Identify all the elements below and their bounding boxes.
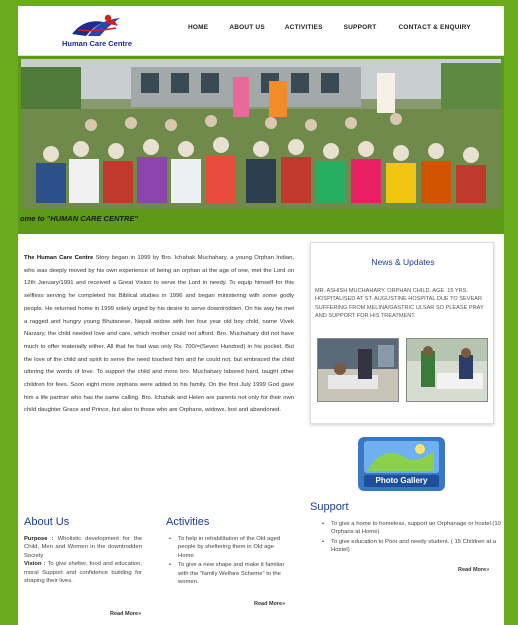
intro-story [24,252,294,417]
about-purpose-label: Purpose : [24,536,54,542]
about-vision-text: To give shelter, food and education, moral Support and confidence building for shaping their lives. [24,561,142,585]
list-item: • To give a home to homeless, support an Orphanage or hostel.(10 Orphans at Home) [321,520,501,537]
welcome-marquee: ome to "HUMAN CARE CENTRE" [20,214,138,223]
about-read-more[interactable]: Read More» [110,611,142,617]
nav-about-us[interactable]: ABOUT US [229,24,265,31]
about-title: About Us [24,516,70,528]
activities-read-more[interactable]: Read More» [254,601,286,607]
support-list [321,520,501,556]
about-purpose-text: Wholistic development for the Child, Men and Women in the downtrodden Society [24,536,143,559]
activities-title: Activities [166,516,210,528]
about-text [24,535,142,585]
intro-lead: The Human Care Centre [24,255,94,261]
news-text: MR. ASHISH MUCHAHARY. ORPHAN CHILD. AGE. 15 YRS. HOSPITALISED AT ST. AUGUSTINE HOSPITAL DUE TO SEVEAR SUFFERING FROM MELINA/GASTRIC ULSAR SO PLEASE PRAY AND SUPPORT FOR HIS TREATMENT. [315,288,484,319]
group-photo-image [21,59,501,209]
list-item: • To give education to Poor and needy student. ( 15 Children at a Hostel) [321,538,501,555]
list-item: • To help in rehabilitation of the Old aged people by sheltering them in Old age Home. [168,535,292,560]
logo-text: Human Care Centre [61,39,133,48]
news-title: News & Updates [371,257,435,267]
nav-home[interactable]: HOME [188,24,209,31]
logo-figures-icon [64,12,134,40]
main-nav [188,24,471,31]
page [18,6,504,625]
support-title: Support [310,501,349,513]
intro-body: Story began in 1999 by Bro. Ichahak Muchahary, a young Orphan Indian, who was deeply moved by his own experience of being an orphan at the age of one, met the Lord on 12th January/1991 and received a Great Vision to serve the Lord in needy. To equip himself for this selfless serving he completed his Biblical studies in 1996 and began ministering with some godly people. He returned home in 1999 solely urged by his desire to serve downtrodden. On his way he met a ragged and hungry young Bhutanese, Nepali widow with her four year old boy child, name Vivek Narzary, the child needed love and care, which mother could not afford. Bro. Muchahary did not have much to offer materially either. All that he had was only Rs. 700/=(Seven Hundred) in his pocket. But the love of the child and spirit to serve the need touched him and he could not, but embraced the child uttering the words of love. To support the child and more bro. Muchahary labored hard, taught other children for fees. Soon eight more orphans were added to his family. On the first July 1999 God gave him a life partner who has the same calling. Bro. Ichahak and Helen are parents not only for their own child daughter Grace and Prince, but also to those who are Orphans, widows, lost and abandoned. [24,255,294,414]
support-read-more[interactable]: Read More» [458,567,490,573]
header [18,6,504,56]
nav-contact-enquiry[interactable]: CONTACT & ENQUIRY [398,24,471,31]
photo-gallery-button[interactable] [354,435,449,493]
news-photo-patient[interactable] [317,338,399,402]
news-updates-box [310,242,494,424]
news-photo-hospital[interactable] [406,338,488,402]
photo-gallery-label: Photo Gallery [375,476,428,485]
list-item: • To give a new shape and make it familiar with the "family Welfare Scheme" to the women. [168,561,292,586]
logo[interactable] [42,12,152,52]
hero-photo [21,59,501,209]
about-vision-label: Vision : [24,561,46,568]
nav-activities[interactable]: ACTIVITIES [284,24,323,31]
nav-support[interactable]: SUPPORT [343,24,377,31]
activities-list [168,535,292,587]
